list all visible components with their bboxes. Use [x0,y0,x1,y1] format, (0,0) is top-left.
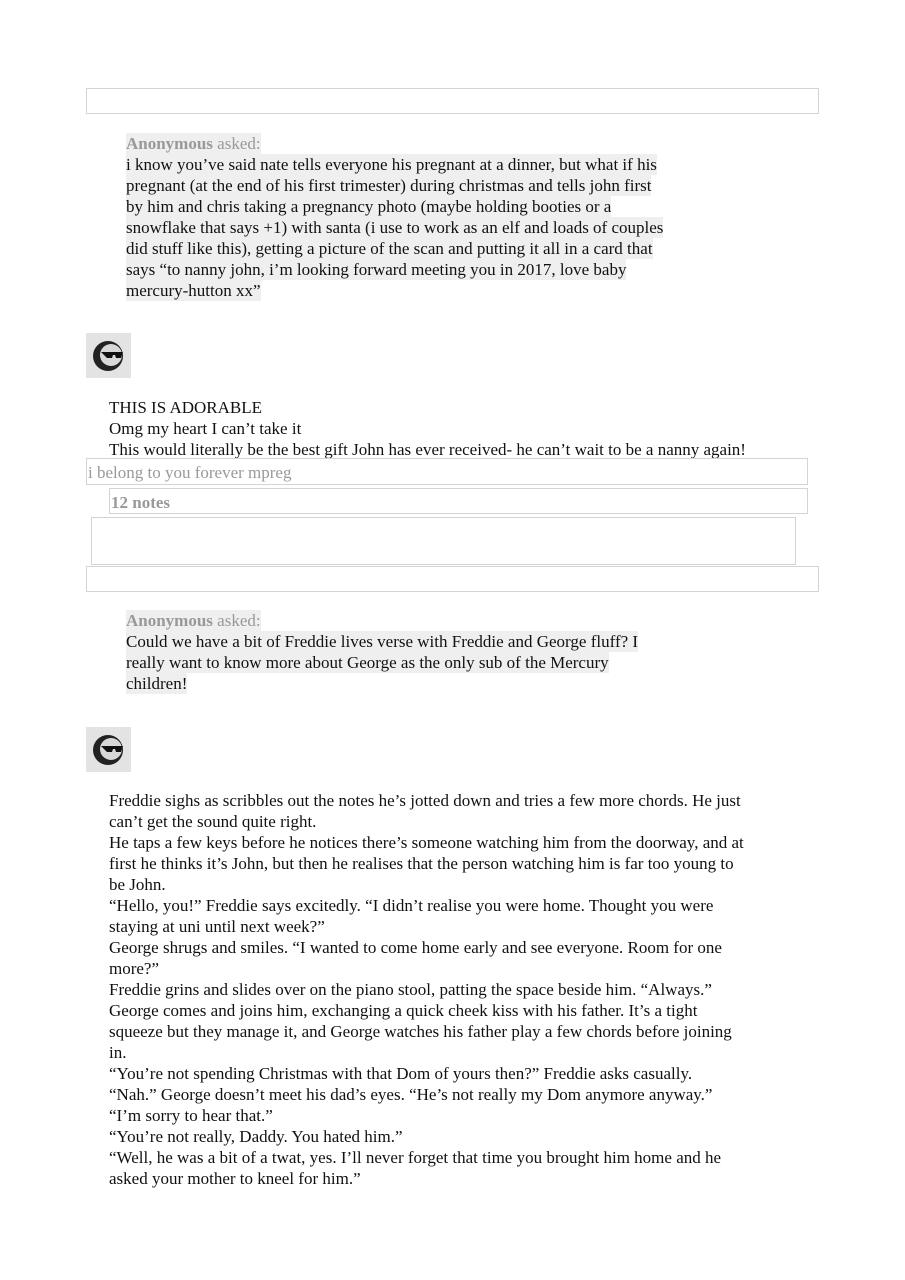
question-line: pregnant (at the end of his first trimester) during christmas and tells john first [126,176,652,195]
question-line: really want to know more about George as the only sub of the Mercury [126,653,609,672]
question-line: by him and chris taking a pregnancy photo (maybe holding booties or a [126,197,612,216]
tag-link[interactable]: i belong to you forever mpreg [88,463,292,482]
question-line: i know you’ve said nate tells everyone his pregnant at a dinner, but what if his [126,155,657,174]
answer-line: This would literally be the best gift John has ever received- he can’t wait to be a nanny again! [109,440,746,459]
question-line: children! [126,674,188,693]
asker-line [126,133,261,154]
post-header-box [86,88,819,114]
answer-line: George comes and joins him, exchanging a quick cheek kiss with his father. It’s a tight [109,1001,698,1020]
answer-line: can’t get the sound quite right. [109,812,317,831]
asked-label: asked: [212,134,261,153]
answer-line: staying at uni until next week?” [109,917,325,936]
answer-line: “Hello, you!” Freddie says excitedly. “I didn’t realise you were home. Thought you were [109,896,714,915]
sunglasses-face-icon [92,733,125,766]
question-line: snowflake that says +1) with santa (i use to work as an elf and loads of couples [126,218,664,237]
answer-line: in. [109,1043,127,1062]
answer-line: Freddie sighs as scribbles out the notes he’s jotted down and tries a few more chords. He just [109,791,741,810]
question-line: says “to nanny john, i’m looking forward meeting you in 2017, love baby [126,260,627,279]
asker-line [126,610,261,631]
post-header-box [86,566,819,592]
answer-line: Omg my heart I can’t take it [109,419,302,438]
answer-line: Freddie grins and slides over on the piano stool, patting the space beside him. “Always.” [109,980,712,999]
answer-line: George shrugs and smiles. “I wanted to come home early and see everyone. Room for one [109,938,722,957]
asker-name[interactable]: Anonymous [126,611,213,630]
question-line: did stuff like this), getting a picture of the scan and putting it all in a card that [126,239,653,258]
question-line: mercury-hutton xx” [126,281,261,300]
answer-line: THIS IS ADORABLE [109,398,263,417]
answer-line: more?” [109,959,160,978]
notes-count[interactable]: 12 notes [111,493,171,512]
avatar[interactable] [86,333,131,378]
answer-line: He taps a few keys before he notices there’s someone watching him from the doorway, and at [109,833,744,852]
asked-label: asked: [212,611,261,630]
answer-line: “I’m sorry to hear that.” [109,1106,273,1125]
answer-line: asked your mother to kneel for him.” [109,1169,361,1188]
sunglasses-face-icon [92,339,125,372]
answer-line: be John. [109,875,166,894]
answer-line: “Nah.” George doesn’t meet his dad’s eyes. “He’s not really my Dom anymore anyway.” [109,1085,713,1104]
question-line: Could we have a bit of Freddie lives verse with Freddie and George fluff? I [126,632,639,651]
answer-line: “Well, he was a bit of a twat, yes. I’ll never forget that time you brought him home and he [109,1148,722,1167]
answer-line: squeeze but they manage it, and George watches his father play a few chords before joining [109,1022,732,1041]
asker-name[interactable]: Anonymous [126,134,213,153]
answer-line: “You’re not spending Christmas with that Dom of yours then?” Freddie asks casually. [109,1064,693,1083]
post-footer-box [91,517,796,565]
avatar[interactable] [86,727,131,772]
answer-line: first he thinks it’s John, but then he realises that the person watching him is far too young to [109,854,734,873]
notes-box [109,488,808,514]
answer-line: “You’re not really, Daddy. You hated him.” [109,1127,403,1146]
